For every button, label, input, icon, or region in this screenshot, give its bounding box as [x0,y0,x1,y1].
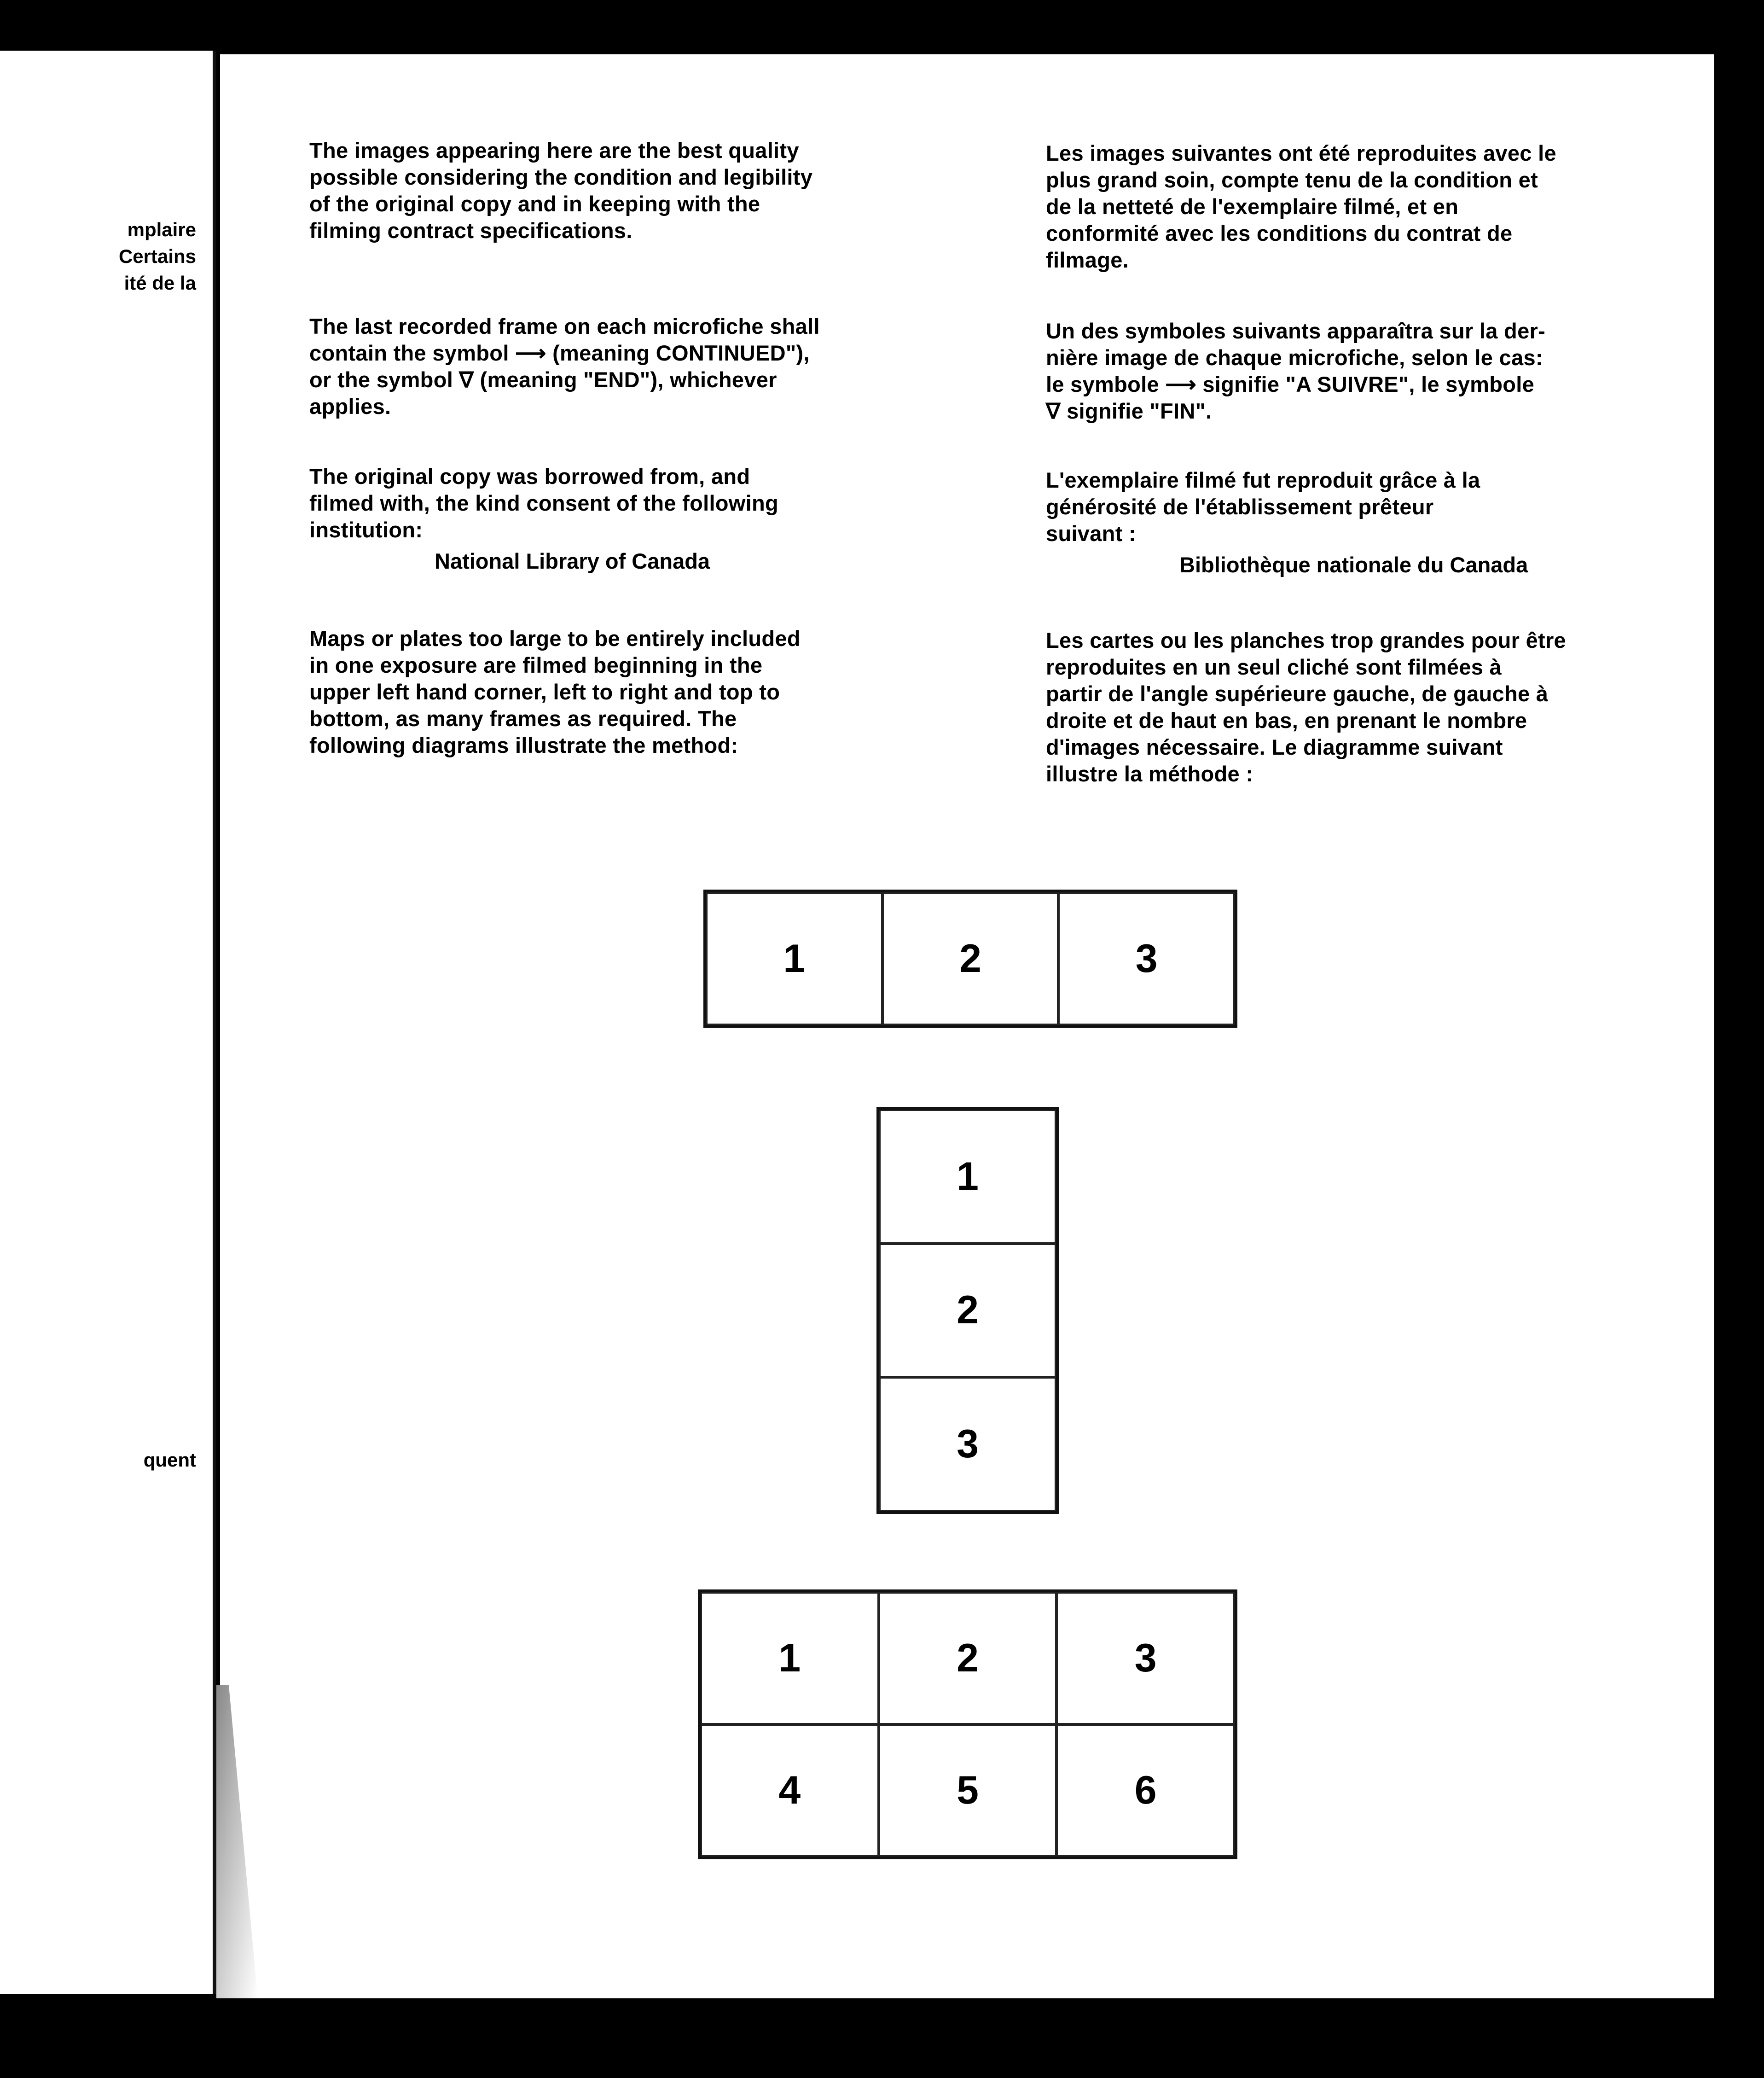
frame-cell: 4 [701,1724,879,1857]
frame-cell: 3 [1056,1592,1235,1724]
french-maps-paragraph: Les cartes ou les planches trop grandes pour être reproduites en un seul cliché sont filmées à partir de l'angle supérieure gauche, de gauche à droite et de haut en bas, en prenant le nombre d'images nécessaire. Le diagramme suivant illustre la méthode : [1046,628,1566,786]
left-fragment-2: Certains [118,245,196,267]
frame-cell: 3 [1058,892,1235,1025]
french-institution-paragraph: L'exemplaire filmé fut reproduit grâce à la générosité de l'établissement prêteur suivant : [1046,468,1480,546]
left-fragment-4: quent [143,1449,196,1471]
frame-cell: 6 [1056,1724,1235,1857]
french-symbol-paragraph: Un des symboles suivants apparaîtra sur la der- nière image de chaque microfiche, selon le cas: le symbole ⟶ signifie "A SUIVRE", le symbole ∇ signifie "FIN". [1046,319,1546,423]
diagram-vertical [876,1107,1059,1514]
english-institution-paragraph: The original copy was borrowed from, and filmed with, the kind consent of the following institution: [309,464,779,542]
english-quality-paragraph: The images appearing here are the best quality possible considering the condition and legibility of the original copy and in keeping with the filming contract specifications. [309,138,813,243]
diagram-horizontal [703,890,1237,1028]
frame-cell: 1 [701,1592,879,1724]
diagram-grid [698,1589,1237,1859]
english-maps-paragraph: Maps or plates too large to be entirely included in one exposure are filmed beginning in the upper left hand corner, left to right and top to bottom, as many frames as required. The following diagrams illustrate the method: [309,626,801,757]
french-quality-paragraph: Les images suivantes ont été reproduites avec le plus grand soin, compte tenu de la condition et de la netteté de l'exemplaire filmé, et en conformité avec les conditions du contrat de filmage. [1046,141,1556,272]
left-fragment-1: mplaire [127,219,196,240]
english-symbol-paragraph: The last recorded frame on each microfiche shall contain the symbol ⟶ (meaning CONTINUED"), or the symbol ∇ (meaning "END"), whichever applies. [309,314,820,419]
english-institution-name: National Library of Canada [435,549,710,573]
frame-cell: 5 [879,1724,1057,1857]
left-fragment-3: ité de la [124,272,196,294]
french-institution-name: Bibliothèque nationale du Canada [1179,553,1528,577]
frame-cell: 2 [882,892,1059,1025]
frame-cell: 1 [879,1110,1056,1244]
frame-cell: 2 [879,1592,1057,1724]
frame-cell: 2 [879,1244,1056,1378]
left-page-margin [0,51,216,1994]
frame-cell: 1 [706,892,882,1025]
frame-cell: 3 [879,1377,1056,1511]
